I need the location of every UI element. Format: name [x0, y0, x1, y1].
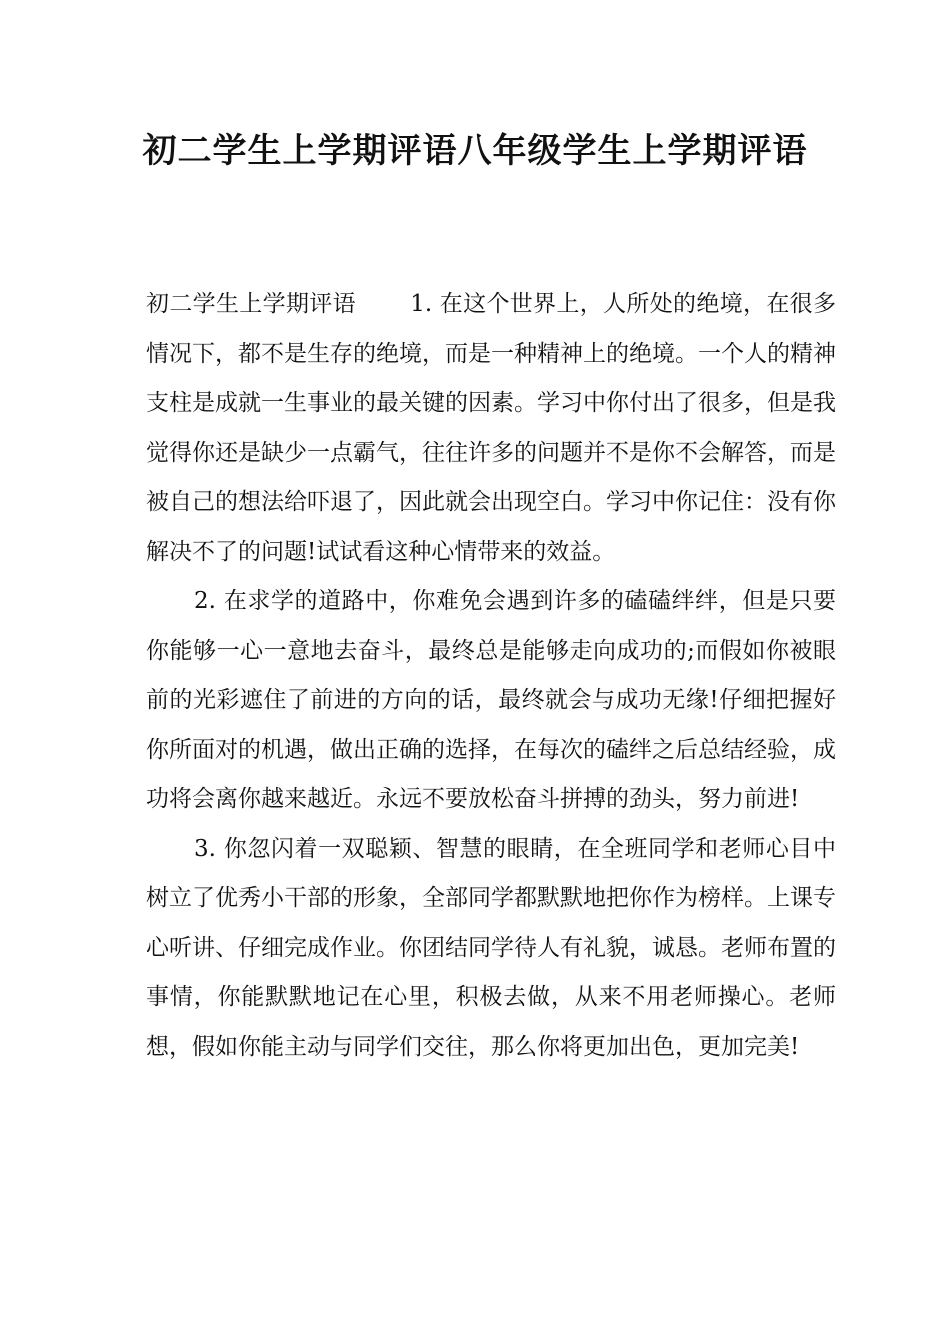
document-title: 初二学生上学期评语八年级学生上学期评语 — [142, 131, 808, 171]
paragraph-3: 3. 你忽闪着一双聪颖、智慧的眼睛，在全班同学和老师心目中树立了优秀小干部的形象，全部同学都默默地把你作为榜样。上课专心听讲、仔细完成作业。你团结同学待人有礼貌，诚恳。老师布置的事情，你能默默地记在心里，积极去做，从来不用老师操心。老师想，假如你能主动与同学们交往，那么你将更加出色，更加完美! — [146, 835, 836, 1060]
paragraph-1: 初二学生上学期评语 1. 在这个世界上，人所处的绝境，在很多情况下，都不是生存的绝境，而是一种精神上的绝境。一个人的精神支柱是成就一生事业的最关键的因素。学习中你付出了很多，但是我觉得你还是缺少一点霸气，往往许多的问题并不是你不会解答，而是被自己的想法给吓退了，因此就会出现空白。学习中你记住：没有你解决不了的问题!试试看这种心情带来的效益。 — [146, 291, 836, 565]
document-body — [146, 280, 836, 1072]
paragraph-2: 2. 在求学的道路中，你难免会遇到许多的磕磕绊绊，但是只要你能够一心一意地去奋斗，最终总是能够走向成功的;而假如你被眼前的光彩遮住了前进的方向的话，最终就会与成功无缘!仔细把握好你所面对的机遇，做出正确的选择，在每次的磕绊之后总结经验，成功将会离你越来越近。永远不要放松奋斗拼搏的劲头，努力前进! — [146, 588, 836, 812]
